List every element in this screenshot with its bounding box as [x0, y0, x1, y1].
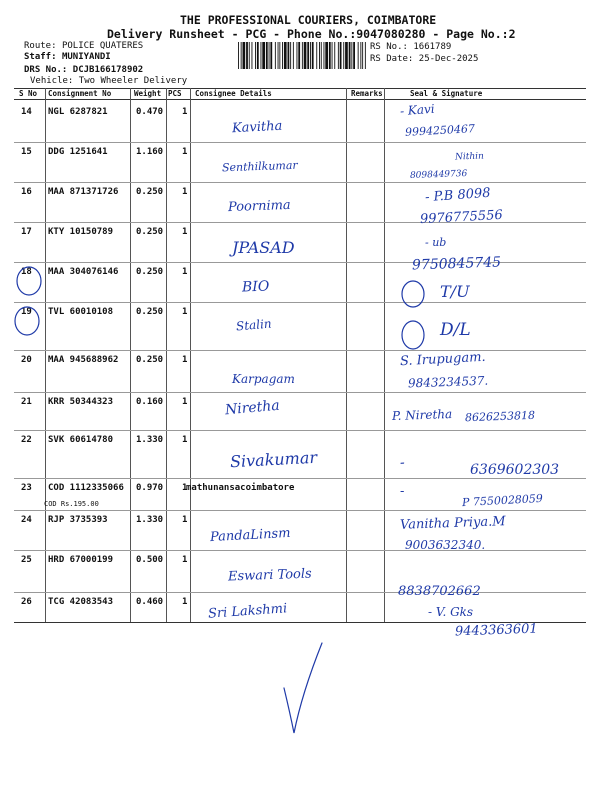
row-consignment-no: RJP 3735393 — [48, 515, 108, 525]
row-sno: 20 — [21, 355, 32, 365]
route-line — [24, 41, 143, 51]
row-weight: 0.250 — [136, 355, 164, 365]
circle-mark-icon — [398, 318, 428, 352]
row-seal-phone: 9443363601 — [454, 621, 538, 640]
row-weight: 1.330 — [136, 515, 164, 525]
circle-mark-icon — [14, 264, 44, 298]
row-pcs: 1 — [182, 147, 188, 157]
row-pcs: 1 — [182, 267, 188, 277]
row-seal-signature: Vanitha Priya.M — [399, 514, 506, 533]
row-sno: 23 — [21, 483, 32, 493]
row-consignee-handwriting: BIO — [241, 278, 270, 296]
row-weight: 0.460 — [136, 597, 164, 607]
row-seal-signature: - Kavi — [399, 101, 436, 119]
row-pcs: 1 — [182, 187, 188, 197]
rs-no-value: 1661789 — [413, 42, 452, 52]
row-seal-signature: S. Irupugam. — [399, 349, 486, 370]
row-consignment-no: MAA 871371726 — [48, 187, 119, 197]
row-pcs: 1 — [182, 307, 188, 317]
staff-label: Staff: — [24, 52, 57, 62]
row-sno: 18 — [21, 267, 32, 277]
route-label: Route: — [24, 41, 57, 51]
col-header-seal: Seal & Signature — [410, 89, 483, 98]
row-pcs: 1 — [182, 355, 188, 365]
row-sno: 25 — [21, 555, 32, 565]
row-consignment-no: KTY 10150789 — [48, 227, 114, 237]
row-seal-signature: Nithin — [454, 151, 485, 163]
circle-mark-icon — [398, 278, 428, 310]
row-consignee-handwriting: Niretha — [224, 397, 281, 419]
staff-value: MUNIYANDI — [61, 52, 111, 62]
row-seal-signature: - — [399, 454, 406, 472]
row-consignee-text: mathunansacoimbatore — [186, 483, 295, 493]
vehicle-line — [30, 76, 187, 86]
row-weight: 1.160 — [136, 147, 164, 157]
rs-no-label: RS No.: — [370, 42, 408, 52]
row-seal-phone: P 7550028059 — [461, 491, 544, 510]
row-consignee-handwriting: JPASAD — [232, 238, 295, 257]
row-consignee-handwriting: Senthilkumar — [221, 158, 298, 175]
route-value: POLICE QUATERES — [61, 41, 144, 51]
row-consignment-no: DDG 1251641 — [48, 147, 108, 157]
col-header-pcs: PCS — [168, 89, 182, 98]
row-sno: 21 — [21, 397, 32, 407]
row-pcs: 1 — [182, 397, 188, 407]
row-seal-phone: 9003632340. — [405, 538, 486, 552]
row-pcs: 1 — [182, 227, 188, 237]
table-row — [14, 142, 586, 183]
row-seal-phone: 8098449736 — [409, 169, 468, 181]
row-seal-signature: D/L — [440, 320, 471, 340]
col-header-consignment: Consignment No — [48, 89, 112, 98]
row-seal-signature: - ub — [425, 236, 447, 249]
row-consignment-no: NGL 6287821 — [48, 107, 108, 117]
table-row — [14, 350, 586, 393]
row-consignee-handwriting: Sivakumar — [229, 447, 318, 472]
staff-line — [24, 52, 111, 62]
barcode-icon — [238, 42, 366, 69]
circle-mark-icon — [12, 304, 42, 338]
drs-label: DRS No.: — [24, 65, 68, 75]
row-weight: 0.250 — [136, 267, 164, 277]
row-consignment-no: TVL 60010108 — [48, 307, 114, 317]
row-seal-phone: 8838702662 — [398, 584, 481, 599]
row-weight: 0.500 — [136, 555, 164, 565]
table-row — [14, 592, 586, 622]
row-pcs: 1 — [182, 597, 188, 607]
drs-line — [24, 65, 143, 75]
rs-date-value: 25-Dec-2025 — [418, 54, 479, 64]
row-sno: 24 — [21, 515, 32, 525]
row-sno: 22 — [21, 435, 32, 445]
rs-date-line — [370, 54, 478, 64]
row-weight: 1.330 — [136, 435, 164, 445]
row-consignment-no: MAA 945688962 — [48, 355, 119, 365]
row-consignment-no: TCG 42083543 — [48, 597, 114, 607]
row-seal-phone: 9976775556 — [419, 207, 504, 228]
row-consignment-no: SVK 60614780 — [48, 435, 114, 445]
col-header-remarks: Remarks — [351, 89, 383, 98]
row-pcs: 1 — [182, 107, 188, 117]
row-consignee-handwriting: Stalin — [235, 316, 273, 334]
row-weight: 0.470 — [136, 107, 164, 117]
row-sno: 26 — [21, 597, 32, 607]
row-seal-signature: - V. Gks — [428, 605, 474, 619]
col-header-weight: Weight — [134, 89, 162, 98]
row-weight: 0.160 — [136, 397, 164, 407]
table-row — [14, 302, 586, 351]
col-header-sno: S No — [19, 89, 38, 98]
row-weight: 0.970 — [136, 483, 164, 493]
row-pcs: 1 — [182, 483, 188, 493]
vehicle-label: Vehicle: — [30, 76, 74, 86]
drs-value: DCJB166178902 — [72, 65, 144, 75]
rs-date-label: RS Date: — [370, 54, 414, 64]
row-consignee-handwriting: Eswari Tools — [227, 566, 312, 585]
row-seal-phone: 6369602303 — [470, 462, 560, 478]
runsheet-subtitle: Delivery Runsheet - PCG - Phone No.:9047080280 - Page No.:2 — [107, 27, 516, 41]
row-pcs: 1 — [182, 515, 188, 525]
row-consignee-handwriting: Karpagam — [232, 372, 295, 386]
row-sno: 15 — [21, 147, 32, 157]
row-seal-phone: 9750845745 — [411, 254, 502, 274]
row-sno: 19 — [21, 307, 32, 317]
row-sno: 17 — [21, 227, 32, 237]
vehicle-value: Two Wheeler Delivery — [78, 76, 188, 86]
row-cod-note: COD Rs.195.00 — [44, 500, 99, 508]
row-consignee-handwriting: Poornima — [227, 197, 291, 216]
row-consignee-handwriting: Kavitha — [231, 118, 283, 137]
row-weight: 0.250 — [136, 227, 164, 237]
rs-no-line — [370, 42, 451, 52]
company-title: THE PROFESSIONAL COURIERS, COIMBATORE — [180, 13, 437, 27]
table-row — [14, 102, 586, 143]
row-sno: 16 — [21, 187, 32, 197]
row-seal-signature: T/U — [440, 282, 470, 301]
row-consignment-no: KRR 50344323 — [48, 397, 114, 407]
col-header-consignee: Consignee Details — [195, 89, 272, 98]
row-pcs: 1 — [182, 555, 188, 565]
row-seal-signature: - P.B 8098 — [424, 185, 491, 206]
row-seal-phone: 9843234537. — [407, 373, 489, 391]
row-consignee-handwriting: PandaLinsm — [209, 525, 291, 546]
row-consignment-no: MAA 304076146 — [48, 267, 119, 277]
table-header-rule — [14, 99, 586, 100]
row-weight: 0.250 — [136, 187, 164, 197]
row-consignment-no: COD 1112335066 — [48, 483, 124, 493]
row-weight: 0.250 — [136, 307, 164, 317]
row-seal-signature: - — [400, 484, 405, 499]
checkmark-icon — [280, 638, 330, 738]
row-consignee-handwriting: Sri Lakshmi — [207, 601, 288, 622]
row-sno: 14 — [21, 107, 32, 117]
row-consignment-no: HRD 67000199 — [48, 555, 114, 565]
row-seal-phone: 8626253818 — [464, 408, 536, 425]
row-seal-signature: P. Niretha — [391, 406, 453, 424]
row-seal-phone: 9994250467 — [404, 122, 476, 139]
row-pcs: 1 — [182, 435, 188, 445]
